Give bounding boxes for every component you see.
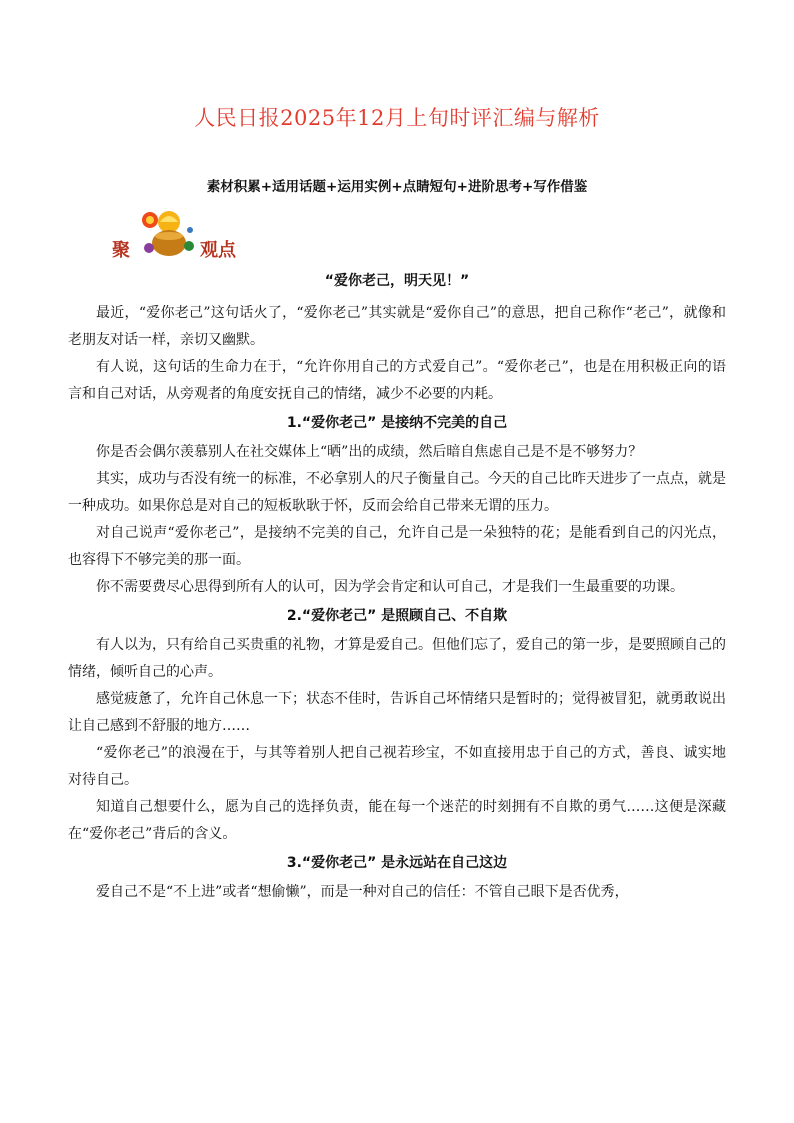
paragraph: 其实，成功与否没有统一的标准，不必拿别人的尺子衡量自己。今天的自己比昨天进步了一点点，就是一种成功。如果你总是对自己的短板耿耿于怀，反而会给自己带来无谓的压力。 <box>68 471 726 514</box>
section-heading-2: 2.“爱你老己” 是照顾自己、不自欺 <box>286 608 508 624</box>
paragraph: “爱你老己”的浪漫在于，与其等着别人把自己视若珍宝，不如直接用忠于自己的方式，善良、诚实地对待自己。 <box>68 745 726 788</box>
document-title: 人民日报2025年12月上旬时评汇编与解析 <box>194 106 600 130</box>
article-title: “爱你老己，明天见！” <box>324 273 470 289</box>
section-heading-1: 1.“爱你老己” 是接纳不完美的自己 <box>286 415 508 431</box>
section-header-right-word: 观点 <box>200 240 236 261</box>
section-heading-3: 3.“爱你老己” 是永远站在自己这边 <box>286 855 508 871</box>
paragraph: 你是否会偶尔羡慕别人在社交媒体上“晒”出的成绩，然后暗自焦虑自己是不是不够努力？ <box>96 444 643 460</box>
paragraph: 最近，“爱你老己”这句话火了，“爱你老己”其实就是“爱你自己”的意思，把自己称作“老己”，就像和老朋友对话一样，亲切又幽默。 <box>68 305 726 348</box>
paragraph: 有人说，这句话的生命力在于，“允许你用自己的方式爱自己”。“爱你老己”，也是在用积极正向的语言和自己对话，从旁观者的角度安抚自己的情绪，减少不必要的内耗。 <box>68 359 726 402</box>
article-content <box>68 270 726 906</box>
paragraph: 你不需要费尽心思得到所有人的认可，因为学会肯定和认可自己，才是我们一生最重要的功课。 <box>96 579 684 595</box>
paragraph: 感觉疲惫了，允许自己休息一下；状态不佳时，告诉自己坏情绪只是暂时的；觉得被冒犯，就勇敢说出让自己感到不舒服的地方…… <box>68 691 726 734</box>
treasure-pot-icon <box>138 208 200 264</box>
section-header-left-char: 聚 <box>112 240 130 261</box>
paragraph: 对自己说声“爱你老己”，是接纳不完美的自己，允许自己是一朵独特的花；是能看到自己的闪光点，也容得下不够完美的那一面。 <box>68 525 726 568</box>
document-subtitle: 素材积累+适用话题+运用实例+点睛短句+进阶思考+写作借鉴 <box>206 179 588 195</box>
paragraph: 爱自己不是“不上进”或者“想偷懒”，而是一种对自己的信任：不管自己眼下是否优秀， <box>96 884 629 900</box>
paragraph: 有人以为，只有给自己买贵重的礼物，才算是爱自己。但他们忘了，爱自己的第一步，是要照顾自己的情绪，倾听自己的心声。 <box>68 637 726 680</box>
paragraph: 知道自己想要什么，愿为自己的选择负责，能在每一个迷茫的时刻拥有不自欺的勇气……这便是深藏在“爱你老己”背后的含义。 <box>68 799 726 842</box>
section-header-viewpoint <box>112 208 272 264</box>
